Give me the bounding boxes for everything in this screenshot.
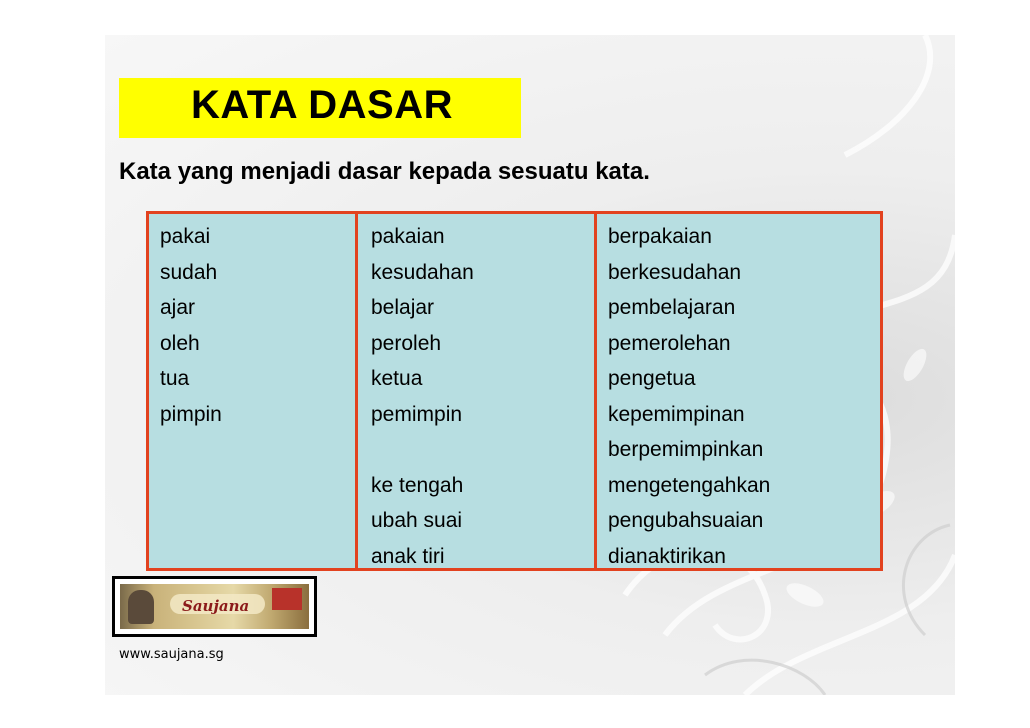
table-cell: pemerolehan: [608, 331, 731, 355]
column-affixed-words: [608, 219, 770, 574]
title-highlight: [119, 78, 521, 138]
logo-lettering: Saujana: [182, 597, 250, 615]
table-cell: [160, 539, 222, 575]
table-cell: berpemimpinkan: [608, 438, 764, 461]
logo-portrait: [128, 590, 154, 624]
column-divider: [355, 211, 358, 571]
table-cell: kepemimpinan: [608, 402, 745, 426]
table-cell: ke tengah: [371, 473, 464, 497]
slide-subtitle: Kata yang menjadi dasar kepada sesuatu kata.: [119, 158, 650, 185]
slide-title: KATA DASAR: [191, 83, 454, 127]
table-cell: dianaktirikan: [608, 544, 726, 568]
table-cell: pakai: [160, 225, 211, 248]
word-table: [146, 211, 883, 571]
table-cell: pengetua: [608, 367, 696, 390]
table-cell: pimpin: [160, 402, 222, 426]
logo-image: [120, 584, 309, 629]
table-cell: tua: [160, 367, 190, 390]
table-cell: [371, 432, 474, 468]
table-cell: pemimpin: [371, 402, 463, 426]
column-root-words: [160, 219, 222, 574]
table-cell: mengetengahkan: [608, 473, 771, 497]
logo-red-block: [272, 588, 302, 610]
column-derived-words: [371, 219, 474, 574]
slide: [105, 35, 955, 695]
table-cell: pakaian: [371, 225, 445, 248]
table-cell: peroleh: [371, 331, 442, 355]
table-cell: ubah suai: [371, 509, 463, 532]
table-cell: pembelajaran: [608, 296, 736, 319]
saujana-logo: [112, 576, 317, 637]
table-cell: ajar: [160, 296, 196, 319]
table-cell: berpakaian: [608, 225, 712, 248]
table-cell: [160, 503, 222, 539]
table-cell: [160, 432, 222, 468]
column-divider: [594, 211, 597, 571]
table-cell: kesudahan: [371, 260, 474, 284]
table-cell: anak tiri: [371, 544, 445, 568]
table-cell: pengubahsuaian: [608, 509, 764, 532]
table-cell: berkesudahan: [608, 260, 742, 284]
table-cell: oleh: [160, 331, 200, 355]
table-cell: sudah: [160, 260, 218, 284]
table-cell: belajar: [371, 296, 435, 319]
table-cell: [160, 468, 222, 504]
website-url: www.saujana.sg: [119, 647, 224, 662]
table-cell: ketua: [371, 367, 423, 390]
